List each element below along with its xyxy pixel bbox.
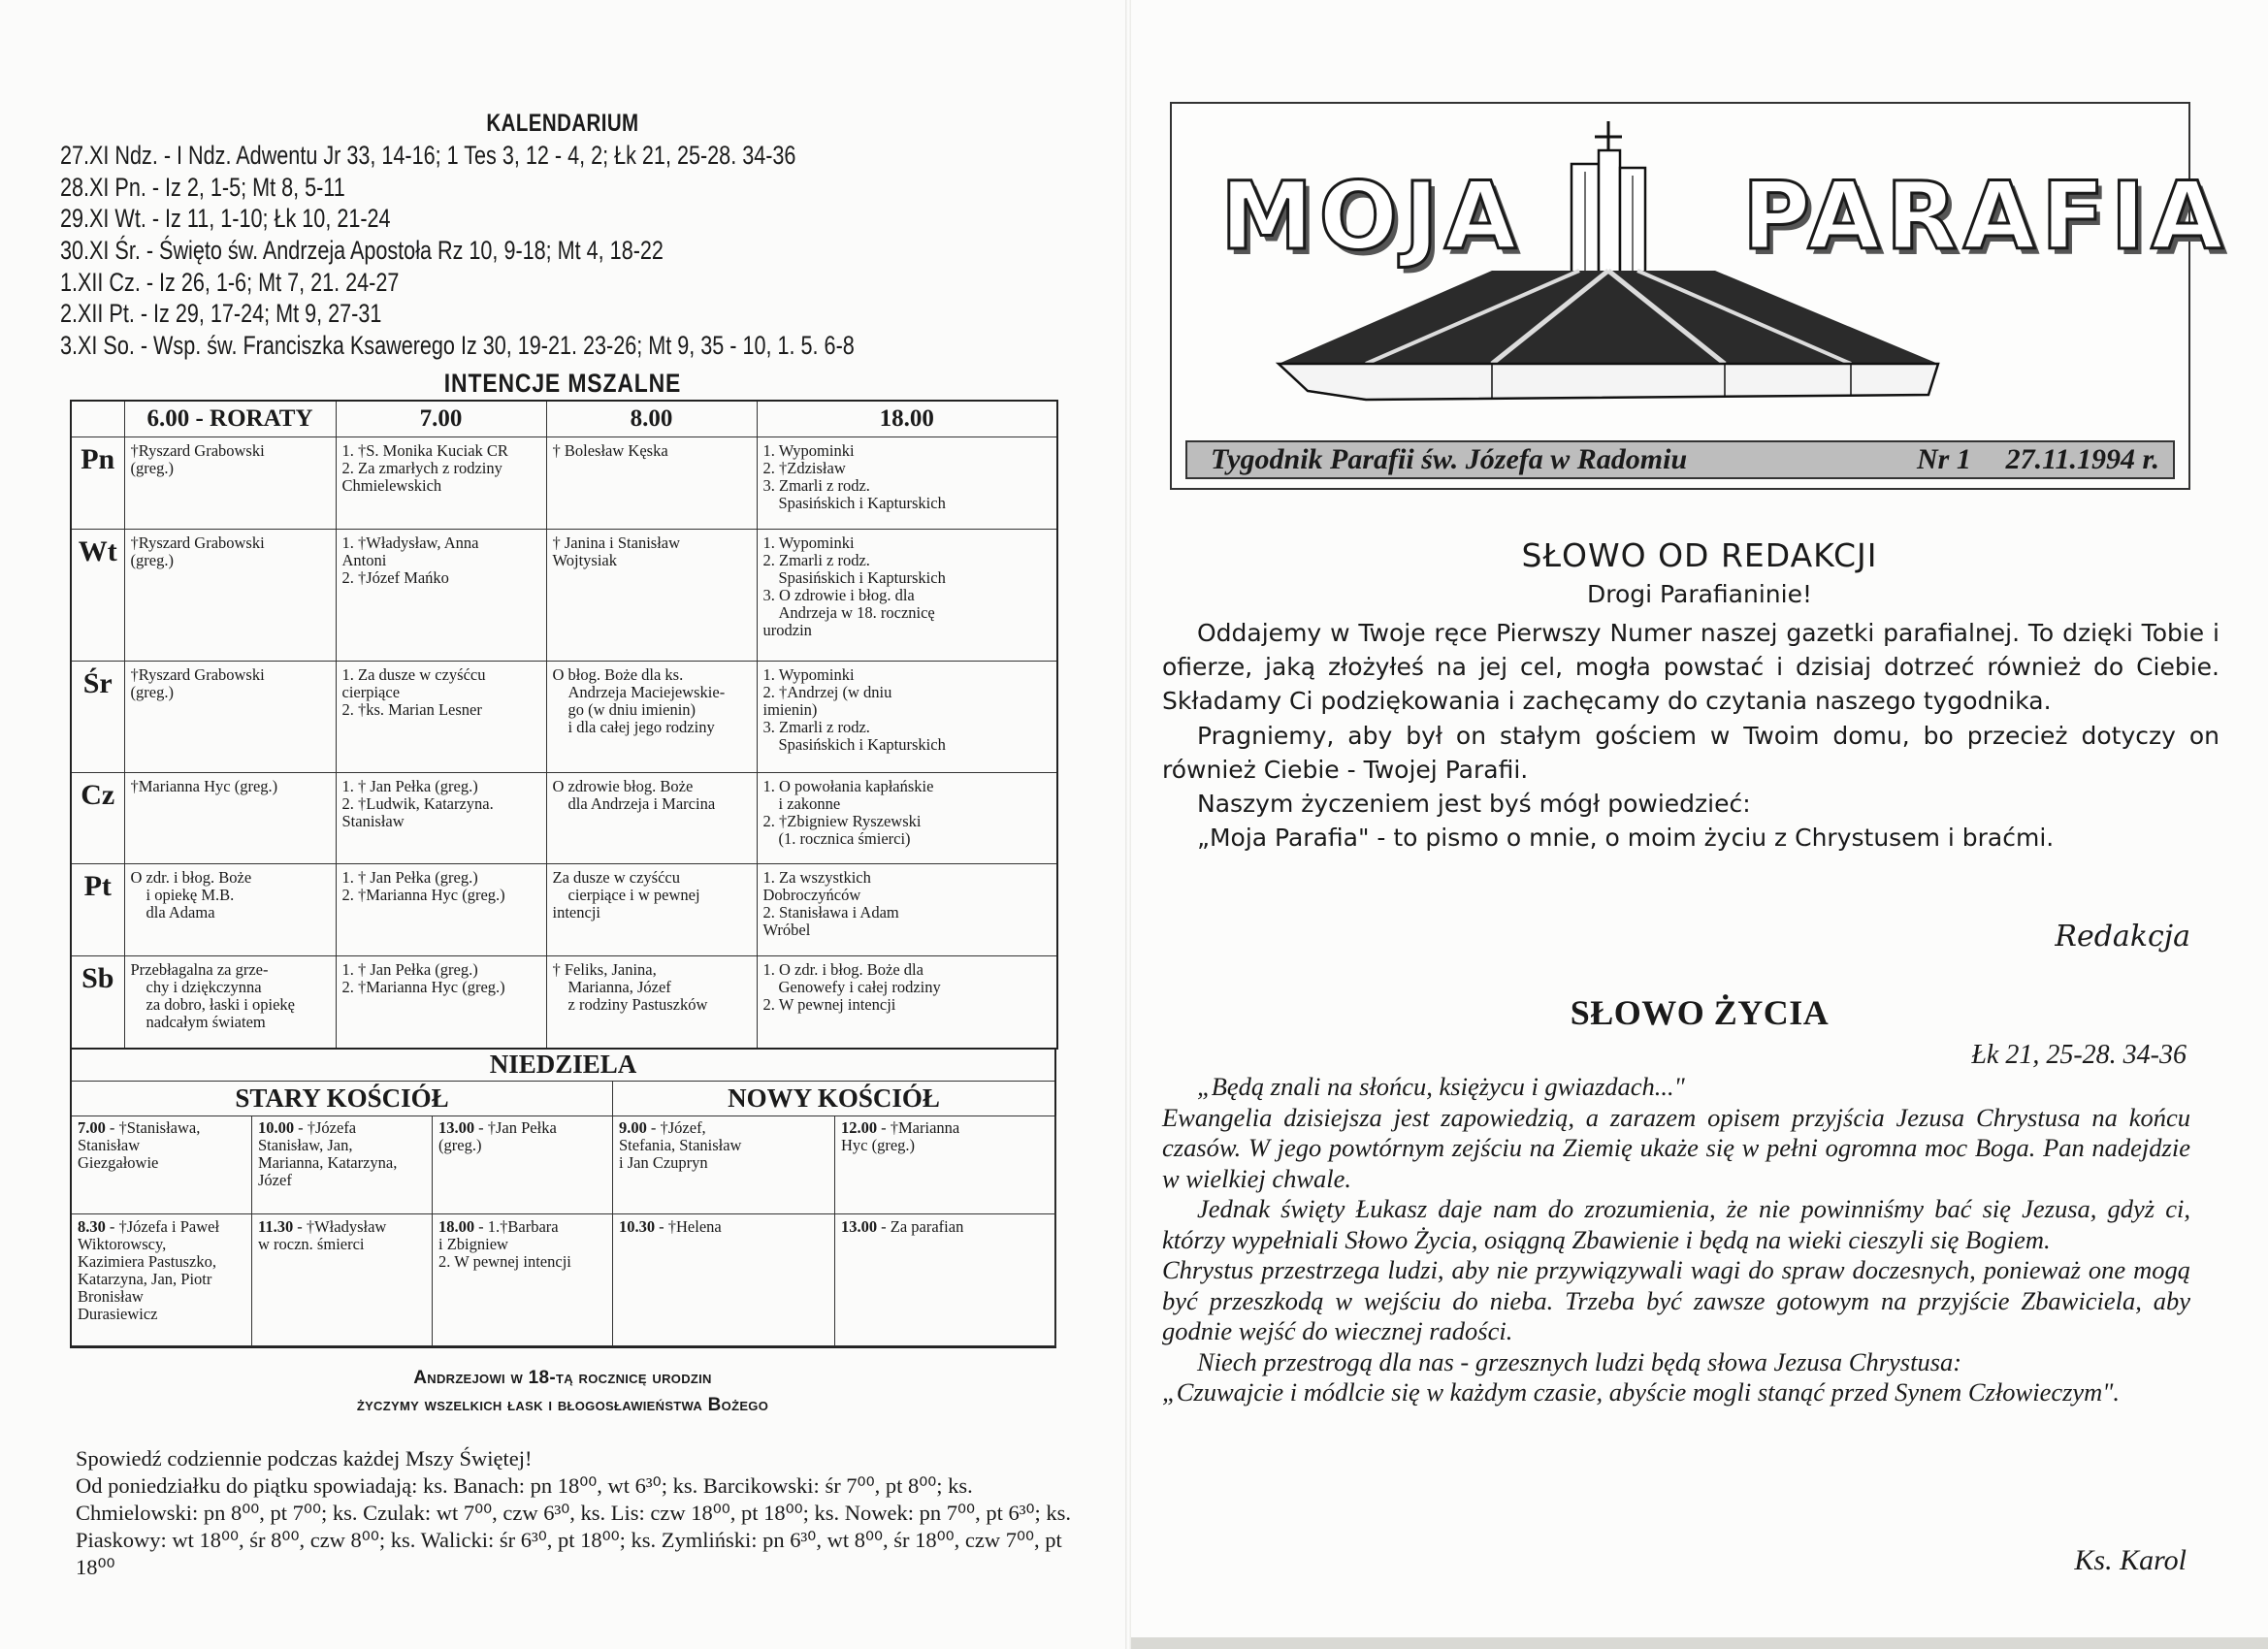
intention-line: urodzin	[762, 620, 812, 639]
intention-line: 3. O zdrowie i błog. dla	[762, 585, 915, 604]
intention-line: 1. †Władysław, Anna	[341, 533, 479, 552]
intention-line: 1. O powołania kapłańskie	[762, 776, 934, 795]
intention-line: 2. Zmarli z rodz.	[762, 550, 870, 569]
birthday-wish-line2: życzymy wszelkich łask i błogosławieństwa Bożego	[356, 1395, 769, 1415]
mass-intention-line: Katarzyna, Jan, Piotr	[78, 1270, 212, 1288]
intention-line: Spasińskich i Kapturskich	[778, 494, 946, 512]
mass-intention-line: - †Józefa i Paweł	[109, 1217, 220, 1236]
mass-intention-line: Stefania, Stanisław	[619, 1136, 742, 1154]
sunday-mass-cell	[613, 1214, 835, 1346]
masthead-title-parafia: PARAFIA	[1742, 162, 2229, 271]
zycia-paragraph: Ewangelia dzisiejsza jest zapowiedzią, a zarazem opisem przyjścia Jezusa Chrystusa na końcu czasów. W jego powtórnym zejściu na Ziemię ukaże się w pełni ogromna moc Boga. Pan nadejdzie w wielkiej chwale.	[1162, 1102, 2190, 1193]
intention-cell	[546, 772, 757, 864]
intencje-row	[71, 772, 1057, 864]
intention-cell	[757, 864, 1057, 956]
sunday-mass-cell	[835, 1116, 1056, 1214]
mass-time: 12.00	[841, 1118, 878, 1137]
kalendarium-entry: 29.XI Wt. - Iz 11, 1-10; Łk 10, 21-24	[60, 204, 391, 234]
intention-line: 2. Za zmarłych z rodziny	[341, 459, 502, 477]
mass-intention-line: - †Helena	[659, 1217, 722, 1236]
intention-line: Spasińskich i Kapturskich	[778, 567, 946, 587]
intention-line: i opiekę M.B.	[146, 886, 235, 905]
slowo-zycia-title: SŁOWO ŻYCIA	[1570, 993, 1830, 1032]
intention-cell	[546, 529, 757, 661]
column-header: 7.00	[336, 401, 546, 437]
masthead-info-bar	[1185, 440, 2175, 479]
column-header: 18.00	[757, 401, 1057, 437]
intention-cell	[757, 772, 1057, 864]
kalendarium-heading: KALENDARIUM	[486, 110, 639, 137]
intention-line: (1. rocznica śmierci)	[778, 828, 911, 848]
issue-date: 27.11.1994 r.	[2005, 443, 2159, 475]
redakcja-title: SŁOWO OD REDAKCJI	[1521, 536, 1878, 574]
intention-line: †Marianna Hyc (greg.)	[130, 776, 278, 795]
zycia-paragraph: Chrystus przestrzega ludzi, aby nie przywiązywali wagi do spraw doczesnych, ponieważ one mogą być przeszkodą w wejściu do nieba. Trzeba być zawsze gotowym na przyjście Zbawiciela, aby godnie wejść do wiecznej radości.	[1162, 1255, 2190, 1345]
intention-line: O zdrowie błog. Boże	[552, 776, 694, 795]
intention-line: †Ryszard Grabowski	[130, 533, 265, 552]
intention-line: 1. † Jan Pełka (greg.)	[341, 776, 478, 795]
intention-line: 2. †Marianna Hyc (greg.)	[341, 978, 505, 997]
day-label: Wt	[71, 529, 124, 661]
intention-line: Wojtysiak	[552, 550, 617, 569]
issue-number: Nr 1	[1917, 443, 1971, 475]
day-label: Cz	[71, 772, 124, 864]
mass-time: 18.00	[438, 1217, 475, 1236]
intention-line: cierpiące i w pewnej	[567, 886, 700, 905]
intention-line: † Feliks, Janina,	[552, 960, 657, 980]
intention-line: † Janina i Stanisław	[552, 533, 681, 552]
mass-time: 10.00	[258, 1118, 295, 1137]
kalendarium-entry: 2.XII Pt. - Iz 29, 17-24; Mt 9, 27-31	[60, 299, 382, 329]
birthday-wish-line1: Andrzejowi w 18-tą rocznicę urodzin	[413, 1368, 712, 1388]
intention-line: † Bolesław Kęska	[552, 441, 668, 460]
slowo-zycia-signature: Ks. Karol	[2074, 1544, 2187, 1576]
intention-line: go (w dniu imienin)	[567, 699, 697, 719]
kalendarium-entry: 3.XI So. - Wsp. św. Franciszka Ksawerego Iz 30, 19-21. 23-26; Mt 9, 35 - 10, 1. 5. 6-8	[60, 331, 855, 361]
nowy-kosciol-heading: NOWY KOŚCIÓŁ	[613, 1081, 1054, 1116]
intention-line: 1. Wypominki	[762, 533, 855, 552]
intention-line: 1. † Jan Pełka (greg.)	[341, 868, 478, 888]
mass-intention-line: Durasiewicz	[78, 1305, 158, 1323]
kalendarium-entry: 30.XI Śr. - Święto św. Andrzeja Apostoła Rz 10, 9-18; Mt 4, 18-22	[60, 236, 664, 266]
zycia-paragraph: Niech przestrogą dla nas - grzesznych ludzi będą słowa Jezusa Chrystusa:	[1197, 1346, 1962, 1376]
intention-line: imienin)	[762, 699, 818, 719]
mass-intention-line: Kazimiera Pastuszko,	[78, 1252, 216, 1271]
intention-line: dla Andrzeja i Marcina	[567, 793, 716, 813]
intention-line: 1. †S. Monika Kuciak CR	[341, 441, 508, 460]
niedziela-section	[70, 1048, 1056, 1348]
intention-line: 1. Za dusze w czyśćcu	[341, 664, 486, 684]
intention-line: Chmielewskich	[341, 476, 442, 495]
intention-cell	[336, 956, 546, 1049]
zycia-paragraph: „Będą znali na słońcu, księżycu i gwiazdach..."	[1197, 1072, 1685, 1101]
mass-time: 13.00	[438, 1118, 475, 1137]
intention-cell	[124, 864, 336, 956]
intention-cell	[336, 772, 546, 864]
mass-time: 10.30	[619, 1217, 656, 1236]
redakcja-paragraph: „Moja Parafia" - to pismo o mnie, o moim życiu z Chrystusem i braćmi.	[1197, 824, 2055, 853]
intention-cell	[546, 864, 757, 956]
intention-line: Przebłagalna za grze-	[130, 960, 269, 980]
intencje-row	[71, 864, 1057, 956]
intention-cell	[124, 437, 336, 530]
intention-line: O zdr. i błog. Boże	[130, 868, 252, 888]
redakcja-signature: Redakcja	[2055, 920, 2190, 954]
mass-intention-line: - †Marianna	[881, 1118, 960, 1137]
mass-intention-line: - Za parafian	[881, 1217, 964, 1236]
mass-intention-line: Stanisław, Jan,	[258, 1136, 353, 1154]
mass-intention-line: - †Józefa	[298, 1118, 357, 1137]
redakcja-paragraph: Oddajemy w Twoje ręce Pierwszy Numer naszej gazetki parafialnej. To dzięki Tobie i ofierze, jaką złożyłeś na jej cel, mogła powstać i dzisiaj dotrzeć również do Ciebie. Składamy Ci podziękowania i zachęcamy do czytania naszego tygodnika.	[1162, 619, 2219, 716]
intention-cell	[757, 956, 1057, 1049]
sunday-mass-cell	[252, 1214, 433, 1346]
sunday-mass-cell	[433, 1214, 613, 1346]
intencje-row	[71, 437, 1057, 530]
intention-line: Za dusze w czyśćcu	[552, 868, 680, 888]
kalendarium-list	[60, 140, 1088, 362]
mass-intention-line: - †Józef,	[650, 1118, 706, 1137]
intention-cell	[546, 437, 757, 530]
corner-cell	[71, 401, 124, 437]
intention-line: dla Adama	[146, 903, 215, 922]
mass-intention-line: Hyc (greg.)	[841, 1136, 916, 1154]
intention-cell	[757, 661, 1057, 772]
mass-time: 7.00	[78, 1118, 106, 1137]
day-label: Pt	[71, 864, 124, 956]
intention-line: nadcałym światem	[146, 1013, 266, 1032]
mass-intention-line: Stanisław	[78, 1136, 141, 1154]
sunday-mass-cell	[835, 1214, 1056, 1346]
mass-intention-line: - 1.†Barbara	[478, 1217, 559, 1236]
niedziela-heading: NIEDZIELA	[72, 1048, 1054, 1082]
intencje-row	[71, 661, 1057, 772]
mass-time: 11.30	[258, 1217, 294, 1236]
sunday-mass-cell	[433, 1116, 613, 1214]
mass-intention-line: i Jan Czupryn	[619, 1153, 708, 1172]
masthead	[1170, 102, 2229, 490]
mass-intention-line: i Zbigniew	[438, 1235, 508, 1253]
scan-edge	[1131, 1637, 2268, 1649]
redakcja-paragraph: Naszym życzeniem jest byś mógł powiedzieć:	[1197, 790, 1751, 819]
intention-line: 2. †Ludwik, Katarzyna.	[341, 793, 494, 813]
mass-intention-line: 2. W pewnej intencji	[438, 1252, 571, 1271]
masthead-title-moja: MOJA	[1220, 162, 1523, 271]
intention-line: Wróbel	[762, 921, 811, 940]
intention-line: 2. †Marianna Hyc (greg.)	[341, 886, 505, 905]
mass-time: 9.00	[619, 1118, 647, 1137]
intencje-row	[71, 529, 1057, 661]
intention-line: 2. †ks. Marian Lesner	[341, 699, 482, 719]
mass-time: 13.00	[841, 1217, 878, 1236]
mass-intention-line: - †Stanisława,	[109, 1118, 201, 1137]
zycia-paragraph: „Czuwajcie i módlcie się w każdym czasie, abyście mogli stanąć przed Synem Człowieczym".	[1162, 1377, 2121, 1406]
sunday-mass-cell	[72, 1116, 252, 1214]
intention-line: 1. Za wszystkich	[762, 868, 871, 888]
intention-cell	[336, 437, 546, 530]
mass-intention-line: w roczn. śmierci	[258, 1235, 365, 1253]
redakcja-greeting: Drogi Parafianinie!	[1587, 580, 1812, 608]
intention-cell	[336, 529, 546, 661]
intencje-heading: INTENCJE MSZALNE	[443, 369, 682, 398]
intention-cell	[336, 661, 546, 772]
spowiedz-headline: Spowiedź codziennie podczas każdej Mszy Świętej!	[76, 1446, 533, 1471]
intention-line: 3. Zmarli z rodz.	[762, 476, 870, 495]
intention-line: 1. Wypominki	[762, 664, 855, 684]
intention-line: Andrzeja w 18. rocznicę	[778, 602, 935, 622]
intention-line: Antoni	[341, 550, 387, 569]
intention-line: 2. †Andrzej (w dniu	[762, 682, 892, 701]
slowo-zycia-reference: Łk 21, 25-28. 34-36	[1971, 1040, 2187, 1070]
intention-line: 1. † Jan Pełka (greg.)	[341, 960, 478, 980]
mass-intention-line: Bronisław	[78, 1287, 144, 1306]
intention-line: chy i dziękczynna	[146, 978, 262, 997]
intention-cell	[546, 956, 757, 1049]
column-header: 6.00 - RORATY	[124, 401, 336, 437]
intention-line: 2. †Józef Mańko	[341, 567, 449, 587]
kalendarium-entry: 27.XI Ndz. - I Ndz. Adwentu Jr 33, 14-16; 1 Tes 3, 12 - 4, 2; Łk 21, 25-28. 34-36	[60, 141, 796, 170]
intention-cell	[757, 437, 1057, 530]
masthead-subtitle: Tygodnik Parafii św. Józefa w Radomiu	[1211, 443, 1688, 475]
redakcja-paragraph: Pragniemy, aby był on stałym gościem w Twoim domu, bo przecież dotyczy on również Ciebie - Twojej Parafii.	[1162, 721, 2219, 784]
intention-line: (greg.)	[130, 550, 174, 569]
intention-line: i dla całej jego rodziny	[567, 717, 715, 736]
day-label: Sb	[71, 956, 124, 1049]
intention-cell	[336, 864, 546, 956]
intention-line: 2. Stanisława i Adam	[762, 903, 899, 922]
intention-line: 2. †Zdzisław	[762, 459, 846, 477]
intention-line: Stanisław	[341, 811, 405, 830]
spowiedz-info	[76, 1445, 1075, 1581]
intention-line: Genowefy i całej rodziny	[778, 978, 941, 997]
mass-time: 8.30	[78, 1217, 106, 1236]
intention-line: Marianna, Józef	[567, 978, 671, 997]
slowo-zycia-body	[1162, 1072, 2190, 1408]
intention-line: Spasińskich i Kapturskich	[778, 734, 946, 754]
intencje-header-row	[71, 401, 1057, 437]
intention-line: O błog. Boże dla ks.	[552, 664, 684, 684]
intention-line: 2. W pewnej intencji	[762, 995, 896, 1015]
day-label: Śr	[71, 661, 124, 772]
intention-line: 1. Wypominki	[762, 441, 855, 460]
intention-line: cierpiące	[341, 682, 401, 701]
mass-intention-line: Wiktorowscy,	[78, 1235, 167, 1253]
intention-cell	[757, 529, 1057, 661]
intention-line: 1. O zdr. i błog. Boże dla	[762, 960, 923, 980]
intention-line: Dobroczyńców	[762, 886, 861, 905]
intention-cell	[124, 661, 336, 772]
kalendarium-entry: 1.XII Cz. - Iz 26, 1-6; Mt 7, 21. 24-27	[60, 267, 400, 297]
kalendarium-entry: 28.XI Pn. - Iz 2, 1-5; Mt 8, 5-11	[60, 172, 345, 202]
column-header: 8.00	[546, 401, 757, 437]
intention-line: (greg.)	[130, 682, 174, 701]
mass-intention-line: Marianna, Katarzyna,	[258, 1153, 398, 1172]
intention-cell	[124, 956, 336, 1049]
intention-line: intencji	[552, 903, 600, 922]
sunday-mass-cell	[613, 1116, 835, 1214]
intencje-row	[71, 956, 1057, 1049]
mass-intention-line: - †Władysław	[297, 1217, 387, 1236]
intention-line: i zakonne	[778, 793, 841, 813]
mass-intention-line: Józef	[258, 1171, 292, 1189]
intention-line: z rodziny Pastuszków	[567, 995, 708, 1015]
day-label: Pn	[71, 437, 124, 530]
intention-cell	[124, 529, 336, 661]
intention-line: †Ryszard Grabowski	[130, 664, 265, 684]
intention-line: 2. †Zbigniew Ryszewski	[762, 811, 922, 830]
stary-kosciol-heading: STARY KOŚCIÓŁ	[72, 1081, 613, 1116]
intention-line: †Ryszard Grabowski	[130, 441, 265, 460]
sunday-mass-cell	[72, 1214, 252, 1346]
sunday-mass-cell	[252, 1116, 433, 1214]
intention-line: 3. Zmarli z rodz.	[762, 717, 870, 736]
intention-line: za dobro, łaski i opiekę	[146, 995, 295, 1015]
zycia-paragraph: Jednak święty Łukasz daje nam do zrozumienia, że nie powinniśmy bać się Jezusa, gdyż ci, którzy wypełniali Słowo Życia, osiągną Zbawienie i będą na wieki cieszyli się Bogiem.	[1162, 1194, 2190, 1254]
mass-intention-line: - †Jan Pełka	[478, 1118, 557, 1137]
intention-line: Andrzeja Maciejewskie-	[567, 682, 726, 701]
redakcja-body	[1162, 616, 2219, 855]
mass-intention-line: Giezgałowie	[78, 1153, 159, 1172]
intention-line: (greg.)	[130, 459, 174, 477]
intention-cell	[124, 772, 336, 864]
spowiedz-schedule: Od poniedziałku do piątku spowiadają: ks. Banach: pn 18⁰⁰, wt 6³⁰; ks. Barcikowski: śr 7⁰⁰, pt 8⁰⁰; ks. Chmielowski: pn 8⁰⁰, pt 7⁰⁰; ks. Czulak: wt 7⁰⁰, czw 6³⁰, ks. Lis: czw 18⁰⁰, pt 18⁰⁰; ks. Nowek: pn 7⁰⁰, pt 6³⁰; ks. Piaskowy: wt 18⁰⁰, śr 8⁰⁰, czw 8⁰⁰; ks. Walicki: śr 6³⁰, pt 18⁰⁰; ks. Zymliński: pn 6³⁰, wt 8⁰⁰, śr 18⁰⁰, czw 7⁰⁰, pt 18⁰⁰	[76, 1473, 1071, 1579]
mass-intention-line: (greg.)	[438, 1136, 482, 1154]
intention-cell	[546, 661, 757, 772]
intencje-table	[70, 400, 1058, 1050]
